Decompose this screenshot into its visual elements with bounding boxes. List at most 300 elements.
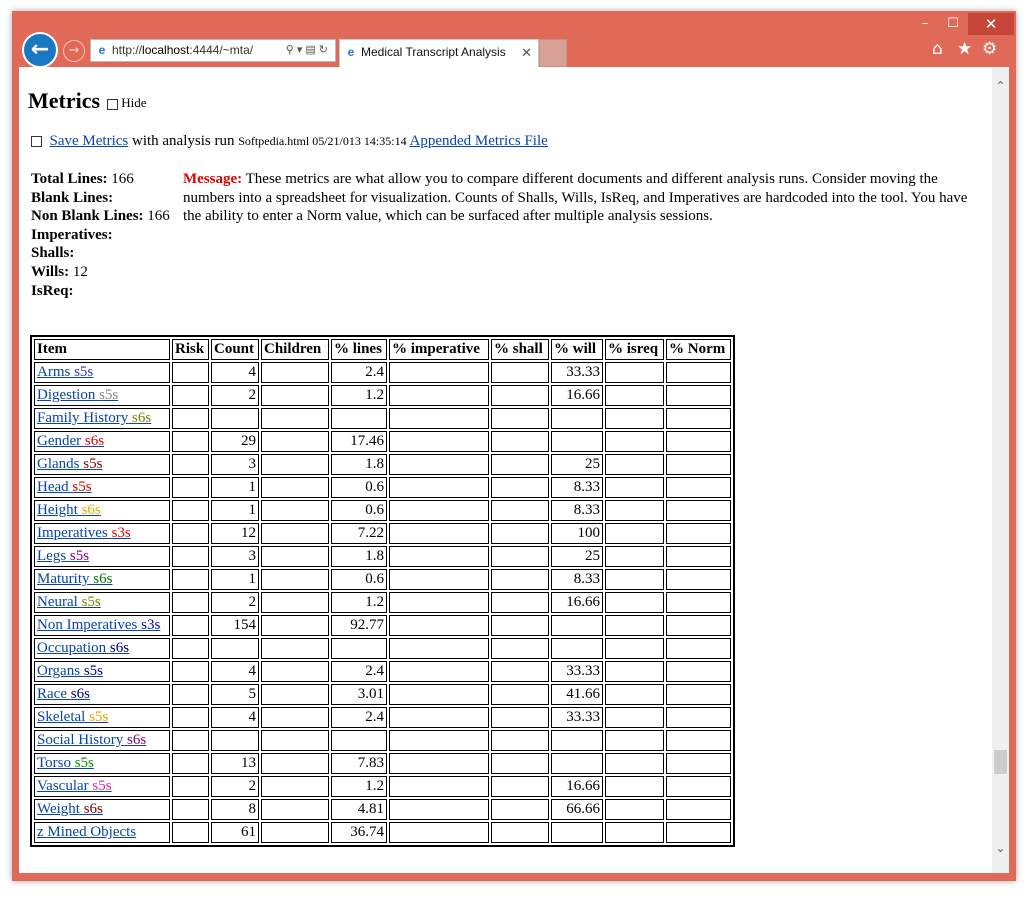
- cell-lines: 92.77: [331, 615, 387, 636]
- item-tag: s5s: [92, 778, 112, 794]
- table-row: [34, 362, 731, 383]
- item-link[interactable]: [37, 525, 131, 541]
- cell-imperative: [389, 523, 489, 544]
- address-tools[interactable]: [286, 40, 331, 61]
- cell-risk: [172, 362, 209, 383]
- cell-children: [261, 661, 329, 682]
- hide-toggle[interactable]: [107, 95, 147, 111]
- cell-will: 8.33: [551, 477, 603, 498]
- cell-risk: [172, 661, 209, 682]
- cell-will: [551, 822, 603, 843]
- item-name: z Mined Objects: [37, 824, 137, 840]
- item-tag: s6s: [109, 640, 130, 656]
- cell-will: 100: [551, 523, 603, 544]
- cell-risk: [172, 776, 209, 797]
- cell-will: 33.33: [551, 661, 603, 682]
- scroll-down-icon[interactable]: ⌄: [995, 841, 1006, 855]
- cell-count: 154: [211, 615, 259, 636]
- compatibility-icon[interactable]: ▤: [305, 44, 319, 56]
- search-icon[interactable]: ⚲: [285, 44, 297, 56]
- cell-risk: [172, 822, 209, 843]
- table-row: [34, 661, 731, 682]
- cell-shall: [491, 385, 549, 406]
- table-row: [34, 638, 731, 659]
- cell-risk: [172, 638, 209, 659]
- item-link[interactable]: [37, 479, 92, 495]
- col-risk: Risk: [172, 339, 209, 360]
- item-link[interactable]: [37, 502, 101, 518]
- cell-shall: [491, 454, 549, 475]
- cell-children: [261, 362, 329, 383]
- cell-shall: [491, 684, 549, 705]
- cell-isreq: [605, 661, 664, 682]
- cell-norm: [666, 385, 731, 406]
- cell-isreq: [605, 615, 664, 636]
- item-name: Imperatives: [37, 525, 108, 541]
- page-content: [19, 67, 1009, 873]
- cell-norm: [666, 707, 731, 728]
- item-link[interactable]: [37, 801, 103, 817]
- tab-ie-icon: e: [347, 45, 355, 59]
- save-metrics-link[interactable]: Save Metrics: [49, 133, 129, 149]
- cell-norm: [666, 776, 731, 797]
- cell-count: 4: [211, 661, 259, 682]
- cell-lines: 0.6: [331, 477, 387, 498]
- cell-will: [551, 615, 603, 636]
- cell-imperative: [389, 822, 489, 843]
- cell-count: 8: [211, 799, 259, 820]
- item-name: Head: [37, 479, 69, 495]
- cell-will: 16.66: [551, 385, 603, 406]
- table-row: [34, 776, 731, 797]
- cell-norm: [666, 454, 731, 475]
- cell-imperative: [389, 546, 489, 567]
- ie-logo-icon: e: [98, 43, 106, 57]
- item-tag: s6s: [132, 410, 152, 426]
- cell-item: [34, 385, 170, 406]
- cell-count: 4: [211, 707, 259, 728]
- item-tag: s5s: [81, 594, 101, 610]
- cell-will: 8.33: [551, 569, 603, 590]
- cell-shall: [491, 523, 549, 544]
- cell-imperative: [389, 454, 489, 475]
- cell-item: [34, 661, 170, 682]
- cell-isreq: [605, 362, 664, 383]
- cell-item: [34, 546, 170, 567]
- cell-risk: [172, 523, 209, 544]
- cell-item: [34, 684, 170, 705]
- title-bar: [12, 11, 1016, 67]
- address-url[interactable]: http://localhost:4444/~mta/: [112, 43, 254, 57]
- cell-children: [261, 385, 329, 406]
- stat-blank-lines: Blank Lines:: [31, 189, 114, 206]
- back-button[interactable]: [22, 32, 58, 68]
- minimize-button[interactable]: –: [921, 16, 929, 31]
- cell-risk: [172, 454, 209, 475]
- item-name: Family History: [37, 410, 129, 426]
- cell-risk: [172, 730, 209, 751]
- col-lines: % lines: [331, 339, 387, 360]
- cell-norm: [666, 500, 731, 521]
- cell-shall: [491, 638, 549, 659]
- cell-lines: 2.4: [331, 362, 387, 383]
- cell-shall: [491, 362, 549, 383]
- save-metrics-row: [31, 133, 548, 150]
- cell-count: [211, 730, 259, 751]
- cell-isreq: [605, 500, 664, 521]
- cell-item: [34, 477, 170, 498]
- cell-item: [34, 615, 170, 636]
- item-link[interactable]: [37, 824, 136, 840]
- cell-norm: [666, 362, 731, 383]
- cell-shall: [491, 477, 549, 498]
- analysis-run-text: with analysis run: [131, 133, 235, 149]
- cell-isreq: [605, 569, 664, 590]
- item-name: Non Imperatives: [37, 617, 138, 633]
- cell-will: 66.66: [551, 799, 603, 820]
- cell-children: [261, 615, 329, 636]
- cell-lines: [331, 730, 387, 751]
- cell-item: [34, 638, 170, 659]
- cell-norm: [666, 661, 731, 682]
- table-row: [34, 385, 731, 406]
- cell-isreq: [605, 638, 664, 659]
- cell-will: [551, 408, 603, 429]
- table-row: [34, 592, 731, 613]
- item-link[interactable]: [37, 709, 108, 725]
- cell-item: [34, 707, 170, 728]
- cell-imperative: [389, 661, 489, 682]
- scroll-up-icon[interactable]: ⌃: [995, 79, 1006, 93]
- tab-title: Medical Transcript Analysis: [361, 45, 506, 59]
- cell-risk: [172, 477, 209, 498]
- item-link[interactable]: [37, 755, 94, 771]
- cell-lines: 2.4: [331, 661, 387, 682]
- cell-item: [34, 454, 170, 475]
- cell-risk: [172, 707, 209, 728]
- cell-count: 12: [211, 523, 259, 544]
- metrics-table: [32, 337, 733, 845]
- cell-count: 2: [211, 385, 259, 406]
- forward-button[interactable]: [63, 40, 85, 62]
- cell-will: 16.66: [551, 776, 603, 797]
- cell-count: 61: [211, 822, 259, 843]
- item-link[interactable]: [37, 778, 112, 794]
- item-name: Digestion: [37, 387, 96, 403]
- cell-isreq: [605, 753, 664, 774]
- cell-item: [34, 523, 170, 544]
- item-tag: s5s: [69, 548, 90, 564]
- cell-imperative: [389, 615, 489, 636]
- item-link[interactable]: [37, 387, 118, 403]
- item-name: Weight: [37, 801, 80, 817]
- cell-norm: [666, 822, 731, 843]
- table-row: [34, 477, 731, 498]
- cell-shall: [491, 431, 549, 452]
- stat-non-blank-lines: Non Blank Lines: 166: [31, 208, 170, 225]
- scrollbar-thumb[interactable]: [994, 750, 1007, 774]
- cell-shall: [491, 799, 549, 820]
- item-link[interactable]: [37, 456, 102, 472]
- item-name: Neural: [37, 594, 78, 610]
- cell-norm: [666, 569, 731, 590]
- item-name: Legs: [37, 548, 67, 564]
- cell-children: [261, 592, 329, 613]
- hide-checkbox[interactable]: [107, 99, 118, 110]
- col-imperative: % imperative: [389, 339, 489, 360]
- cell-isreq: [605, 707, 664, 728]
- cell-shall: [491, 569, 549, 590]
- cell-isreq: [605, 730, 664, 751]
- item-tag: s5s: [83, 663, 103, 679]
- cell-isreq: [605, 546, 664, 567]
- cell-children: [261, 799, 329, 820]
- item-name: Arms: [37, 364, 71, 380]
- cell-norm: [666, 477, 731, 498]
- cell-count: 2: [211, 592, 259, 613]
- item-link[interactable]: [37, 686, 90, 702]
- save-checkbox[interactable]: [31, 136, 42, 147]
- cell-count: 3: [211, 454, 259, 475]
- item-link[interactable]: [37, 410, 151, 426]
- cell-lines: 1.2: [331, 592, 387, 613]
- maximize-button[interactable]: ☐: [947, 16, 959, 31]
- item-tag: s6s: [70, 686, 90, 702]
- cell-lines: 3.01: [331, 684, 387, 705]
- cell-risk: [172, 408, 209, 429]
- message-text: These metrics are what allow you to compare different documents and different analysis runs. Consider moving the numbers into a spreadsheet for visualization. Counts of Shalls, Wills, IsReq, and Imperatives are hardcoded into the tool. You have the ability to enter a Norm value, which can be surfaced after multiple analysis sessions.: [183, 171, 968, 225]
- cell-isreq: [605, 477, 664, 498]
- cell-shall: [491, 408, 549, 429]
- cell-will: [551, 730, 603, 751]
- cell-item: [34, 569, 170, 590]
- table-row: [34, 454, 731, 475]
- cell-will: [551, 638, 603, 659]
- close-button[interactable]: ✕: [968, 13, 1014, 35]
- cell-will: 25: [551, 454, 603, 475]
- col-count: Count: [211, 339, 259, 360]
- cell-isreq: [605, 431, 664, 452]
- forward-arrow-icon: →: [68, 43, 80, 58]
- cell-norm: [666, 546, 731, 567]
- cell-norm: [666, 684, 731, 705]
- cell-imperative: [389, 638, 489, 659]
- item-name: Torso: [37, 755, 71, 771]
- tab-medical-transcript-analysis[interactable]: [339, 39, 539, 67]
- cell-count: [211, 408, 259, 429]
- item-link[interactable]: [37, 548, 89, 564]
- cell-norm: [666, 592, 731, 613]
- cell-shall: [491, 661, 549, 682]
- cell-lines: 1.8: [331, 454, 387, 475]
- cell-risk: [172, 592, 209, 613]
- cell-imperative: [389, 362, 489, 383]
- cell-norm: [666, 638, 731, 659]
- cell-item: [34, 362, 170, 383]
- table-row: [34, 408, 731, 429]
- stats-block: [31, 170, 181, 300]
- item-link[interactable]: [37, 594, 101, 610]
- cell-risk: [172, 385, 209, 406]
- cell-will: 25: [551, 546, 603, 567]
- item-link[interactable]: [37, 663, 103, 679]
- cell-imperative: [389, 431, 489, 452]
- cell-children: [261, 546, 329, 567]
- cell-isreq: [605, 454, 664, 475]
- message-label: Message:: [183, 171, 243, 187]
- item-link[interactable]: [37, 433, 104, 449]
- cell-imperative: [389, 799, 489, 820]
- item-name: Glands: [37, 456, 80, 472]
- item-name: Organs: [37, 663, 81, 679]
- cell-children: [261, 523, 329, 544]
- cell-norm: [666, 753, 731, 774]
- table-row: [34, 753, 731, 774]
- item-link[interactable]: [37, 571, 112, 587]
- cell-children: [261, 569, 329, 590]
- vertical-scrollbar[interactable]: [992, 67, 1009, 873]
- table-row: [34, 615, 731, 636]
- cell-risk: [172, 500, 209, 521]
- cell-count: 1: [211, 477, 259, 498]
- hide-label: Hide: [121, 95, 147, 110]
- cell-imperative: [389, 776, 489, 797]
- cell-risk: [172, 615, 209, 636]
- col-item: Item: [34, 339, 170, 360]
- cell-risk: [172, 799, 209, 820]
- cell-will: 33.33: [551, 362, 603, 383]
- col-shall: % shall: [491, 339, 549, 360]
- home-icon[interactable]: ⌂: [932, 39, 943, 59]
- item-tag: s5s: [99, 387, 119, 403]
- cell-children: [261, 500, 329, 521]
- cell-children: [261, 753, 329, 774]
- item-tag: s5s: [83, 456, 103, 472]
- item-name: Gender: [37, 433, 82, 449]
- item-tag: s6s: [127, 732, 147, 748]
- cell-norm: [666, 408, 731, 429]
- tab-close-icon[interactable]: ✕: [521, 45, 532, 60]
- cell-imperative: [389, 385, 489, 406]
- cell-item: [34, 753, 170, 774]
- appended-metrics-link[interactable]: Appended Metrics File: [409, 133, 548, 149]
- cell-children: [261, 707, 329, 728]
- cell-shall: [491, 753, 549, 774]
- item-link[interactable]: [37, 640, 129, 656]
- item-tag: s6s: [83, 801, 103, 817]
- cell-lines: 36.74: [331, 822, 387, 843]
- cell-lines: 1.2: [331, 385, 387, 406]
- cell-children: [261, 638, 329, 659]
- cell-imperative: [389, 500, 489, 521]
- cell-children: [261, 477, 329, 498]
- item-name: Social History: [37, 732, 124, 748]
- cell-norm: [666, 431, 731, 452]
- cell-imperative: [389, 477, 489, 498]
- cell-children: [261, 776, 329, 797]
- cell-imperative: [389, 707, 489, 728]
- cell-shall: [491, 730, 549, 751]
- cell-isreq: [605, 684, 664, 705]
- cell-imperative: [389, 408, 489, 429]
- back-arrow-icon: ←: [30, 37, 50, 62]
- item-tag: s3s: [141, 617, 161, 633]
- cell-isreq: [605, 523, 664, 544]
- table-row: [34, 822, 731, 843]
- cell-norm: [666, 799, 731, 820]
- refresh-icon[interactable]: ↻: [318, 44, 331, 56]
- cell-will: 16.66: [551, 592, 603, 613]
- stat-wills: Wills: 12: [31, 263, 88, 280]
- dropdown-icon[interactable]: ▾: [296, 44, 306, 56]
- table-row: [34, 523, 731, 544]
- cell-lines: 7.83: [331, 753, 387, 774]
- cell-item: [34, 776, 170, 797]
- cell-children: [261, 431, 329, 452]
- cell-item: [34, 431, 170, 452]
- cell-shall: [491, 822, 549, 843]
- item-link[interactable]: [37, 364, 93, 380]
- analysis-run-file: Softpedia.html 05/21/013 14:35:14: [238, 134, 407, 148]
- item-tag: s5s: [89, 709, 109, 725]
- cell-item: [34, 592, 170, 613]
- table-row: [34, 799, 731, 820]
- cell-lines: 4.81: [331, 799, 387, 820]
- cell-isreq: [605, 822, 664, 843]
- cell-lines: 7.22: [331, 523, 387, 544]
- cell-lines: 1.8: [331, 546, 387, 567]
- metrics-table-frame: [30, 335, 735, 847]
- table-row: [34, 730, 731, 751]
- cell-shall: [491, 592, 549, 613]
- cell-item: [34, 799, 170, 820]
- item-name: Skeletal: [37, 709, 86, 725]
- cell-children: [261, 454, 329, 475]
- cell-children: [261, 684, 329, 705]
- cell-count: 1: [211, 569, 259, 590]
- cell-lines: [331, 638, 387, 659]
- table-row: [34, 684, 731, 705]
- cell-isreq: [605, 592, 664, 613]
- cell-norm: [666, 730, 731, 751]
- cell-item: [34, 822, 170, 843]
- cell-imperative: [389, 592, 489, 613]
- cell-will: 41.66: [551, 684, 603, 705]
- cell-risk: [172, 546, 209, 567]
- col-children: Children: [261, 339, 329, 360]
- item-tag: s6s: [84, 433, 105, 449]
- tools-gear-icon[interactable]: ⚙: [982, 39, 998, 59]
- cell-shall: [491, 615, 549, 636]
- cell-lines: 0.6: [331, 569, 387, 590]
- cell-imperative: [389, 569, 489, 590]
- cell-risk: [172, 753, 209, 774]
- cell-shall: [491, 776, 549, 797]
- item-link[interactable]: [37, 617, 160, 633]
- cell-lines: 2.4: [331, 707, 387, 728]
- cell-count: [211, 638, 259, 659]
- table-header-row: [34, 339, 731, 360]
- favorites-star-icon[interactable]: ★: [957, 39, 973, 59]
- address-bar[interactable]: [90, 39, 336, 62]
- table-row: [34, 707, 731, 728]
- cell-item: [34, 408, 170, 429]
- new-tab-button[interactable]: [539, 39, 567, 67]
- item-link[interactable]: [37, 732, 146, 748]
- stat-total-lines: Total Lines: 166: [31, 171, 134, 187]
- cell-lines: [331, 408, 387, 429]
- cell-isreq: [605, 408, 664, 429]
